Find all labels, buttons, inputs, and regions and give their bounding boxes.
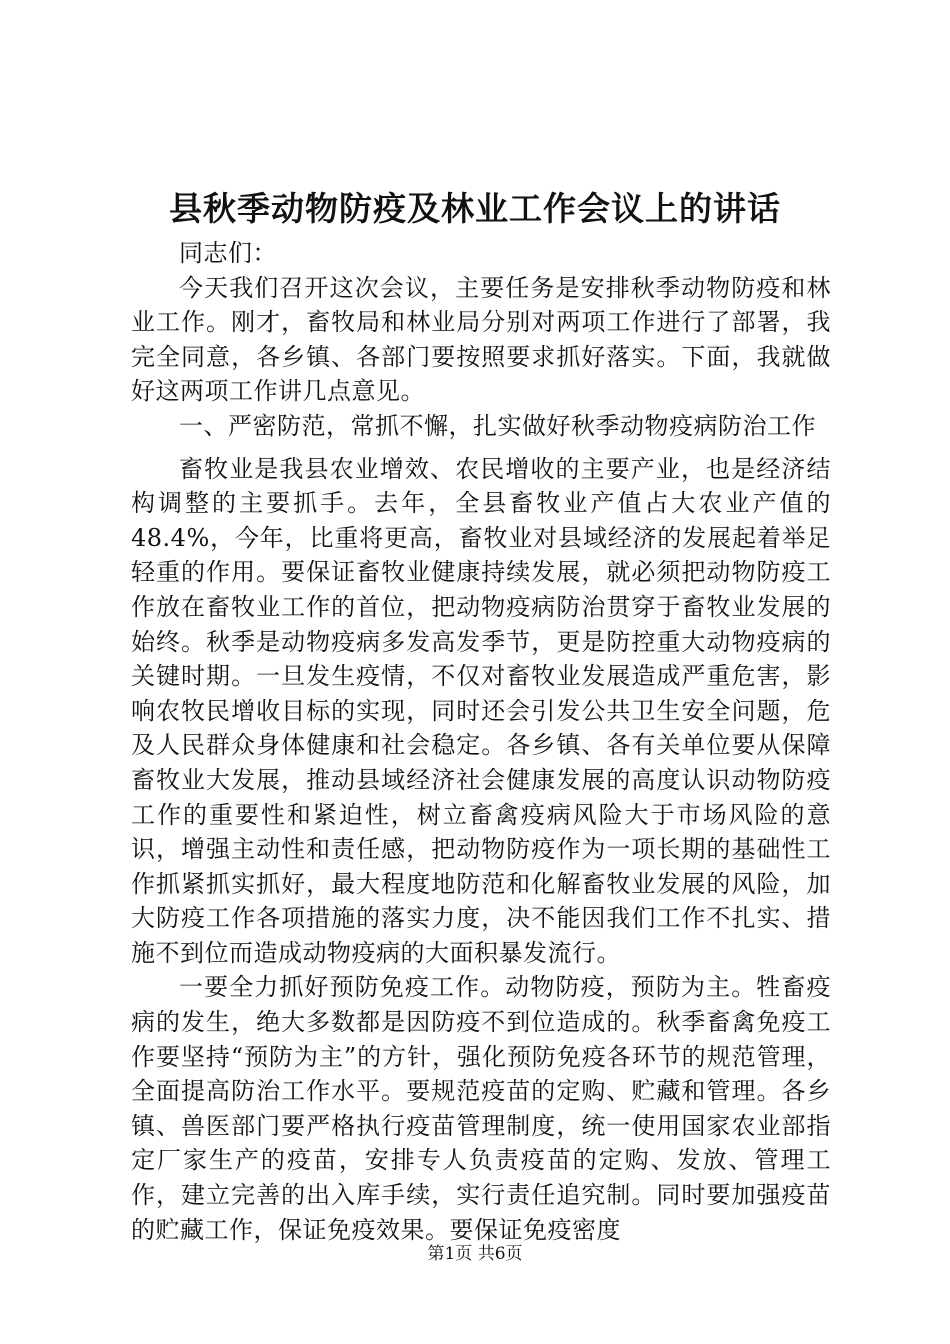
body-paragraph: 畜牧业是我县农业增效、农民增收的主要产业，也是经济结构调整的主要抓手。去年，全县畜牧业产值占大农业产值的48.4%，今年，比重将更高，畜牧业对县域经济的发展起着举足轻重的作用。要保证畜牧业健康持续发展，就必须把动物防疫工作放在畜牧业工作的首位，把动物疫病防治贯穿于畜牧业发展的始终。秋季是动物疫病多发高发季节，更是防控重大动物疫病的关键时期。一旦发生疫情，不仅对畜牧业发展造成严重危害，影响农牧民增收目标的实现，同时还会引发公共卫生安全问题，危及人民群众身体健康和社会稳定。各乡镇、各有关单位要从保障畜牧业大发展，推动县域经济社会健康发展的高度认识动物防疫工作的重要性和紧迫性，树立畜禽疫病风险大于市场风险的意识，增强主动性和责任感，把动物防疫作为一项长期的基础性工作抓紧抓实抓好，最大程度地防范和化解畜牧业发展的风险，加大防疫工作各项措施的落实力度，决不能因我们工作不扎实、措施不到位而造成动物疫病的大面积暴发流行。 [131,454,831,967]
salutation-paragraph: 同志们： [179,239,277,267]
section-heading: 一、严密防范，常抓不懈，扎实做好秋季动物疫病防治工作 [179,411,816,440]
document-title: 县秋季动物防疫及林业工作会议上的讲话 [169,189,781,228]
body-paragraph: 一要全力抓好预防免疫工作。动物防疫，预防为主。牲畜疫病的发生，绝大多数都是因防疫不到位造成的。秋季畜禽免疫工作要坚持“预防为主”的方针，强化预防免疫各环节的规范管理，全面提高防治工作水平。要规范疫苗的定购、贮藏和管理。各乡镇、兽医部门要严格执行疫苗管理制度，统一使用国家农业部指定厂家生产的疫苗，安排专人负责疫苗的定购、发放、管理工作，建立完善的出入库手续，实行责任追究制。同时要加强疫苗的贮藏工作，保证免疫效果。要保证免疫密度 [131,973,831,1244]
document-body [131,236,831,1247]
page-number-footer: 第1页 共6页 [427,1244,523,1264]
intro-paragraph: 今天我们召开这次会议，主要任务是安排秋季动物防疫和林业工作。刚才，畜牧局和林业局分别对两项工作进行了部署，我完全同意，各乡镇、各部门要按照要求抓好落实。下面，我就做好这两项工作讲几点意见。 [131,273,831,406]
